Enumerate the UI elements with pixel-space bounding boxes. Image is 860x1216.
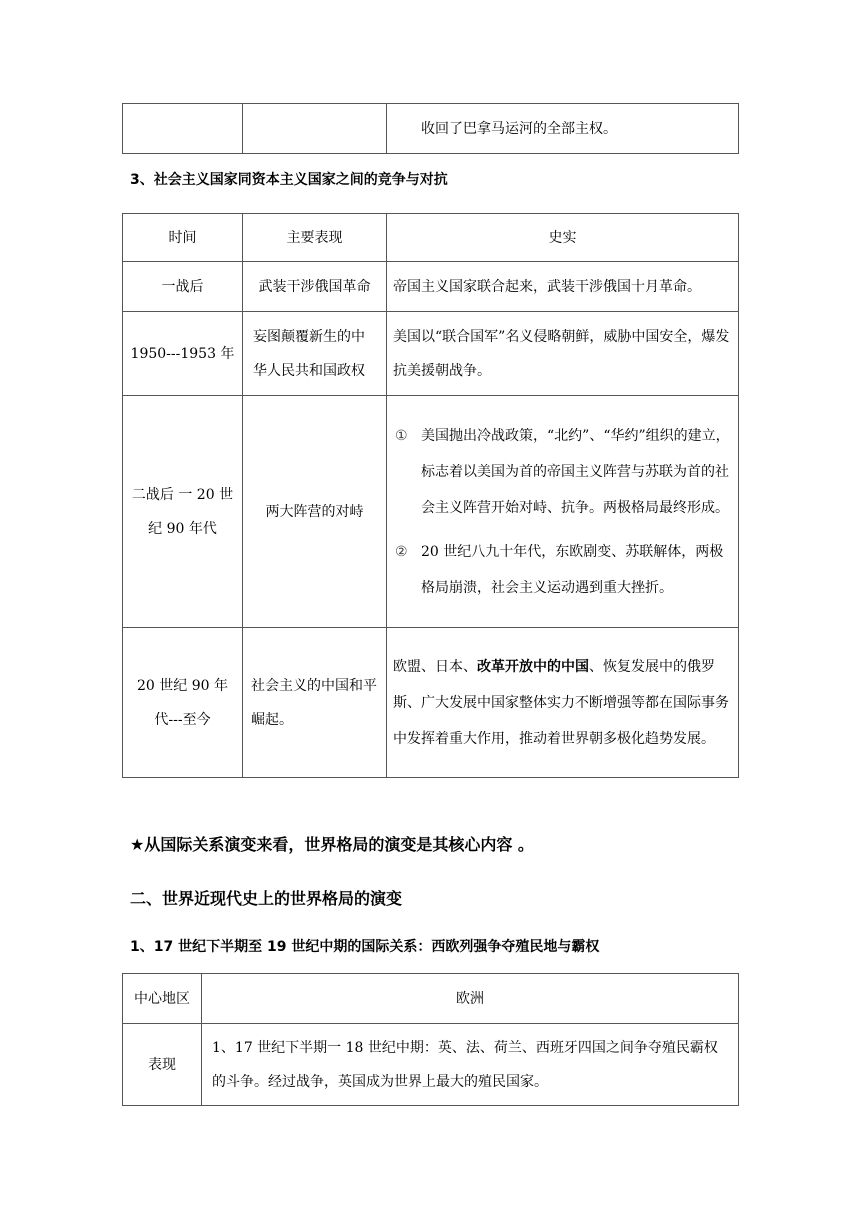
- continuation-cell-3: [387, 104, 739, 154]
- row4-fact-bold: 改革开放中的中国: [477, 658, 589, 675]
- table-row: [123, 396, 739, 628]
- list-item: [395, 534, 730, 606]
- part2-subheading: 1、17 世纪下半期至 19 世纪中期的国际关系：西欧列强争夺殖民地与霸权: [130, 939, 600, 955]
- part2-heading: 二、世界近现代史上的世界格局的演变: [130, 889, 403, 908]
- row4-fact: [387, 628, 739, 778]
- section3-table: [122, 213, 739, 778]
- part2-header-row: [123, 974, 739, 1024]
- section3-header-row: [123, 214, 739, 262]
- row1-fact: 帝国主义国家联合起来，武装干涉俄国十月革命。: [387, 262, 739, 312]
- table-row: [123, 312, 739, 396]
- row-performance-text: 1、17 世纪下半期一 18 世纪中期：英、法、荷兰、西班牙四国之间争夺殖民霸权的斗争。经过战争，英国成为世界上最大的殖民国家。: [202, 1024, 739, 1106]
- row1-time: 一战后: [123, 262, 243, 312]
- item-number: ①: [395, 427, 408, 444]
- row3-time: 二战后 一 20 世纪 90 年代: [123, 396, 243, 628]
- row4-time: 20 世纪 90 年代---至今: [123, 628, 243, 778]
- header-europe: 欧洲: [202, 974, 739, 1024]
- row4-fact-post: 、恢复发展中的俄罗斯、广大发展中国家整体实力不断增强等都在国际事务中发挥着重大作用，推动着世界朝多极化趋势发展。: [393, 658, 729, 747]
- section3-heading: 3、社会主义国家同资本主义国家之间的竞争与对抗: [130, 172, 448, 188]
- row2-fact: 美国以“联合国军”名义侵略朝鲜，威胁中国安全，爆发抗美援朝战争。: [387, 312, 739, 396]
- row1-performance: 武装干涉俄国革命: [243, 262, 387, 312]
- row3-performance: 两大阵营的对峙: [243, 396, 387, 628]
- continuation-text: 收回了巴拿马运河的全部主权。: [421, 120, 617, 137]
- row4-fact-pre: 欧盟、日本、: [393, 658, 477, 675]
- list-item: [395, 418, 730, 526]
- row-label-performance: 表现: [123, 1024, 202, 1106]
- row2-performance: 妄图颠覆新生的中华人民共和国政权: [243, 312, 387, 396]
- header-performance: 主要表现: [243, 214, 387, 262]
- row4-performance: 社会主义的中国和平崛起。: [243, 628, 387, 778]
- row2-time: 1950---1953 年: [123, 312, 243, 396]
- header-time: 时间: [123, 214, 243, 262]
- table-row: [123, 628, 739, 778]
- header-facts: 史实: [387, 214, 739, 262]
- table-row: [123, 1024, 739, 1106]
- continuation-cell-2: [243, 104, 387, 154]
- header-center-region: 中心地区: [123, 974, 202, 1024]
- item-number: ②: [395, 543, 408, 560]
- item-text: 美国抛出冷战政策，“北约”、“华约”组织的建立，标志着以美国为首的帝国主义阵营与苏联为首的社会主义阵营开始对峙、抗争。两极格局最终形成。: [421, 427, 730, 516]
- table-row: [123, 262, 739, 312]
- continuation-table: [122, 103, 739, 154]
- star-note: ★从国际关系演变来看，世界格局的演变是其核心内容 。: [130, 835, 534, 854]
- item-text: 20 世纪八九十年代，东欧剧变、苏联解体，两极格局崩溃，社会主义运动遇到重大挫折。: [421, 543, 724, 596]
- continuation-cell-1: [123, 104, 243, 154]
- row3-fact: [387, 396, 739, 628]
- part2-table: [122, 973, 739, 1106]
